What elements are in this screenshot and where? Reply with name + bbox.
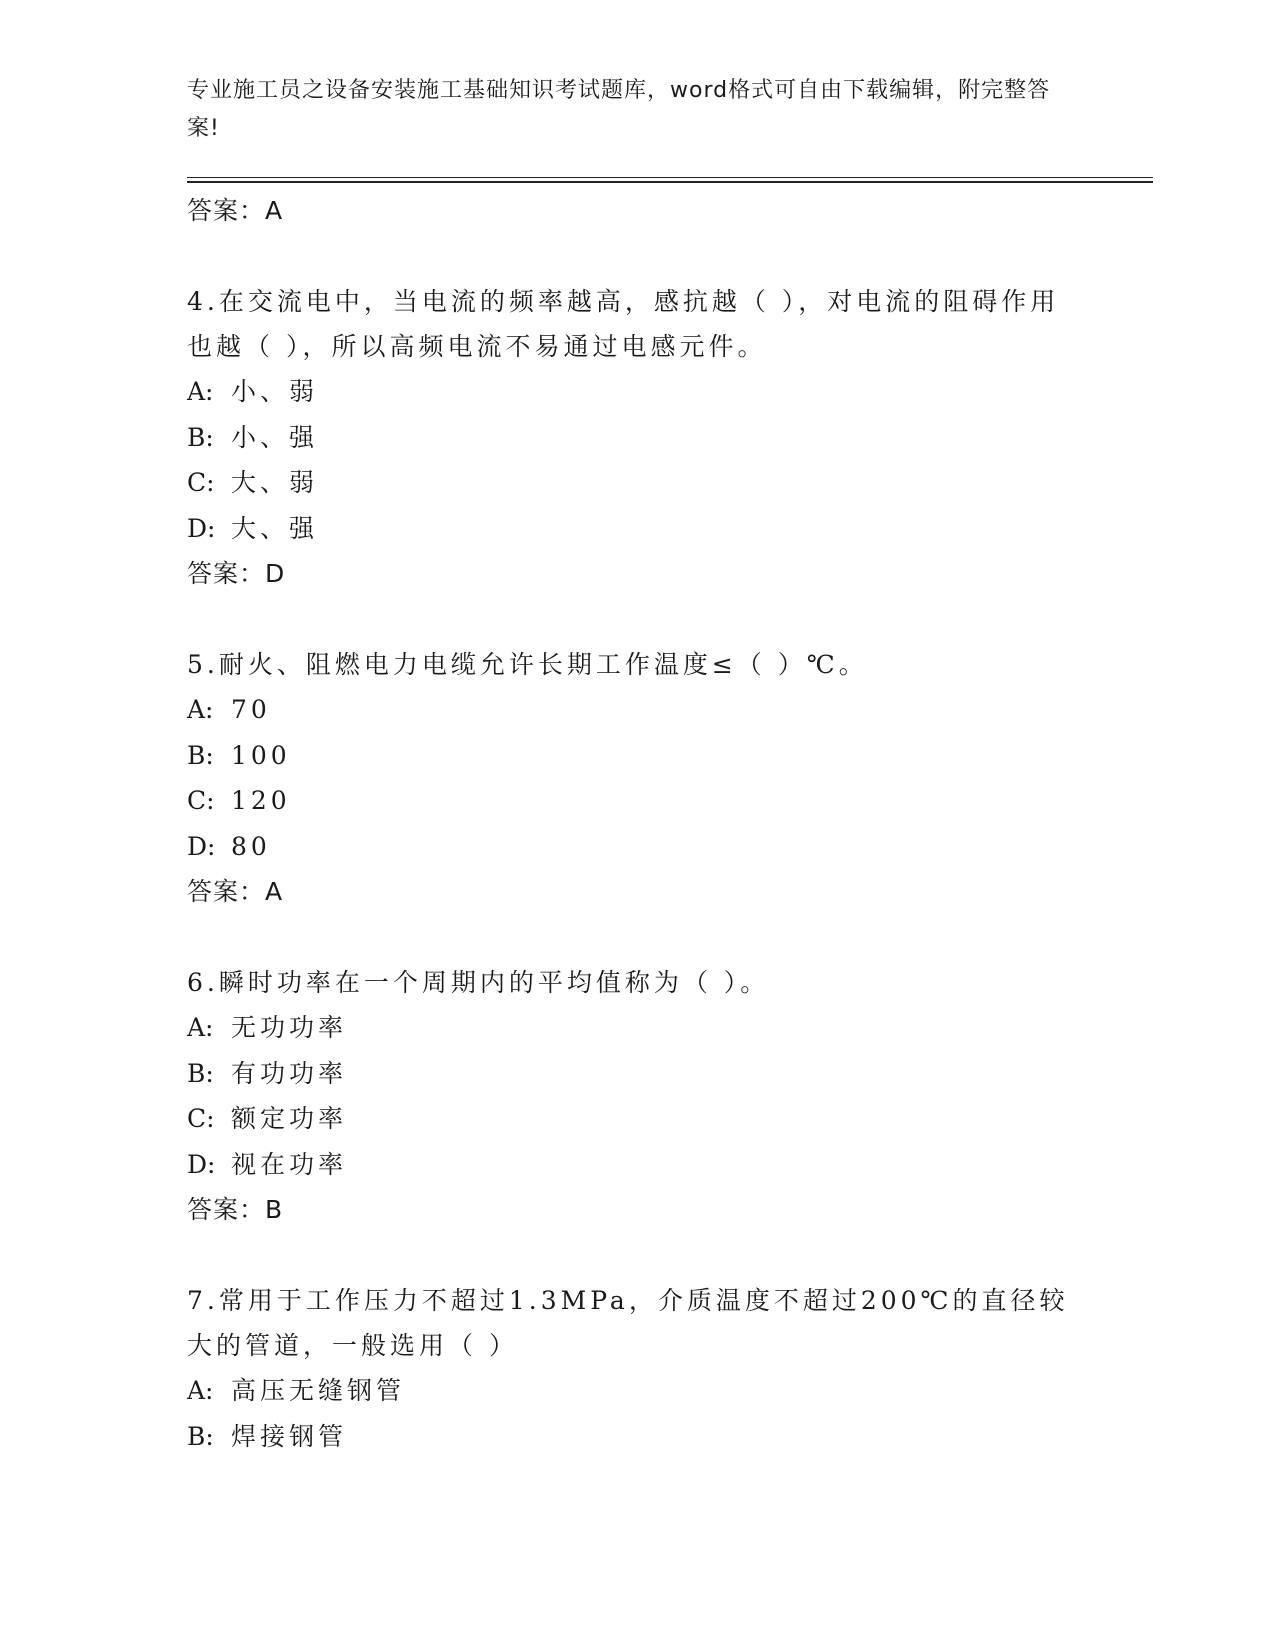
- header-divider-thick: [187, 181, 1153, 183]
- option-b: [187, 415, 1087, 461]
- option-text: 大、强: [231, 513, 319, 543]
- answer-line: 答案：A: [187, 196, 284, 225]
- option-letter: C:: [187, 786, 215, 815]
- option-letter: B:: [187, 1058, 214, 1088]
- question-item: [187, 642, 1087, 914]
- option-a: [187, 369, 1087, 415]
- option-letter: B:: [187, 1421, 214, 1451]
- option-c: [187, 1096, 1087, 1142]
- option-a: [187, 1005, 1087, 1051]
- option-letter: C:: [187, 468, 215, 497]
- option-d: [187, 824, 1087, 870]
- answer-line: 答案：B: [187, 1195, 284, 1224]
- option-text: 100: [231, 740, 291, 770]
- option-text: 大、弱: [231, 468, 319, 497]
- option-text: 无功功率: [231, 1013, 348, 1042]
- option-text: 小、强: [231, 422, 319, 452]
- option-text: 70: [231, 695, 271, 724]
- option-d: [187, 506, 1087, 552]
- option-letter: A:: [187, 695, 214, 724]
- option-letter: D:: [187, 1149, 216, 1179]
- option-c: [187, 460, 1087, 506]
- option-letter: B:: [187, 422, 214, 452]
- question-item: [187, 960, 1087, 1232]
- option-text: 焊接钢管: [231, 1421, 348, 1451]
- option-letter: A:: [187, 1376, 214, 1405]
- option-letter: A:: [187, 377, 214, 406]
- question-item: [187, 1278, 1087, 1459]
- option-letter: A:: [187, 1013, 214, 1042]
- option-a: [187, 1368, 1087, 1414]
- option-text: 小、弱: [231, 377, 319, 406]
- option-letter: D:: [187, 513, 216, 543]
- question-list: [187, 188, 1087, 1459]
- question-stem: 5.耐火、阻燃电力电缆允许长期工作温度≤（ ）℃。: [187, 650, 868, 679]
- option-letter: B:: [187, 740, 214, 770]
- option-letter: D:: [187, 831, 216, 861]
- question-stem: 6.瞬时功率在一个周期内的平均值称为（ ）。: [187, 968, 770, 997]
- option-text: 80: [231, 831, 271, 861]
- question-stem: 7.常用于工作压力不超过1.3MPa，介质温度不超过200℃的直径较大的管道，一般选用（ ）: [187, 1286, 1069, 1360]
- option-d: [187, 1142, 1087, 1188]
- answer-line: 答案：A: [187, 877, 284, 906]
- question-item: [187, 279, 1087, 596]
- header-divider-thin: [187, 177, 1153, 178]
- option-b: [187, 733, 1087, 779]
- option-text: 高压无缝钢管: [231, 1376, 406, 1405]
- option-text: 120: [231, 786, 291, 815]
- document-header: 专业施工员之设备安装施工基础知识考试题库，word格式可自由下载编辑，附完整答案!: [187, 78, 1051, 141]
- option-text: 额定功率: [231, 1104, 348, 1133]
- option-text: 有功功率: [231, 1058, 348, 1088]
- option-b: [187, 1051, 1087, 1097]
- option-c: [187, 778, 1087, 824]
- answer-line: 答案：D: [187, 559, 286, 588]
- option-letter: C:: [187, 1104, 215, 1133]
- question-stem: 4.在交流电中，当电流的频率越高，感抗越（ ），对电流的阻碍作用也越（ ），所以高频电流不易通过电感元件。: [187, 287, 1060, 361]
- option-text: 视在功率: [231, 1149, 348, 1179]
- option-b: [187, 1414, 1087, 1460]
- option-a: [187, 687, 1087, 733]
